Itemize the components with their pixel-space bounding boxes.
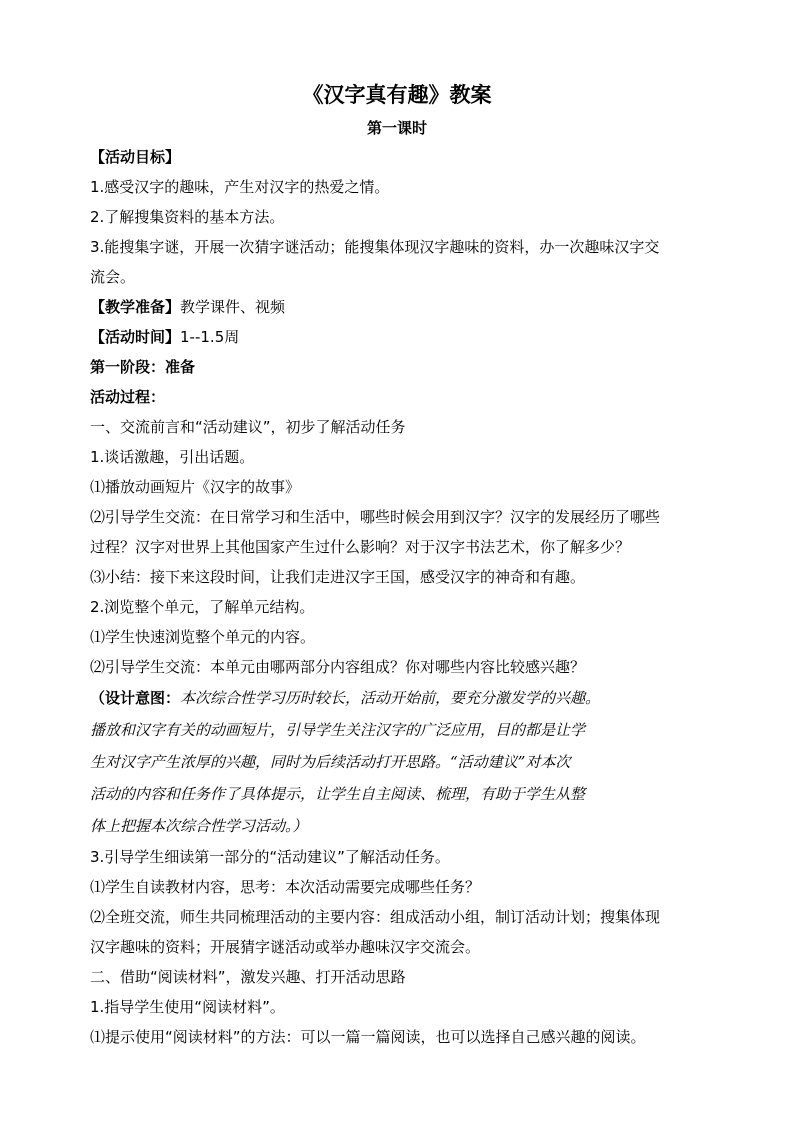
paragraph: ⑴提示使用“阅读材料”的方法：可以一篇一篇阅读，也可以选择自己感兴趣的阅读。: [90, 1028, 646, 1046]
page-title: 《汉字真有趣》教案: [302, 82, 492, 107]
paragraph: 汉字趣味的资料；开展猜字谜活动或举办趣味汉字交流会。: [90, 938, 481, 956]
paragraph: ⑴学生自读教材内容，思考：本次活动需要完成哪些任务？: [90, 878, 481, 896]
paragraph: ⑵全班交流，师生共同梳理活动的主要内容：组成活动小组，制订活动计划；搜集体现: [90, 908, 661, 926]
stage-heading: 第一阶段：准备: [90, 358, 196, 376]
time-text: 1--1.5周: [180, 328, 240, 346]
prep-label: 【教学准备】: [90, 298, 181, 316]
prep-text: 教学课件、视频: [180, 298, 286, 316]
paragraph: 一、交流前言和“活动建议”，初步了解活动任务: [90, 418, 406, 436]
document-body: [90, 142, 710, 1052]
design-intent-line: 生对汉字产生浓厚的兴趣，同时为后续活动打开思路。“活动建议”对本次: [90, 753, 571, 771]
prep-line: [90, 292, 710, 322]
paragraph: 1.谈话激趣，引出话题。: [90, 448, 255, 466]
paragraph: ⑵引导学生交流：在日常学习和生活中，哪些时候会用到汉字？汉字的发展经历了哪些: [90, 508, 661, 526]
design-intent-text: 本次综合性学习历时较长，活动开始前，要充分激发学的兴趣。: [180, 689, 601, 707]
paragraph: 流会。: [90, 268, 136, 286]
paragraph: 过程？汉字对世界上其他国家产生过什么影响？对于汉字书法艺术，你了解多少？: [90, 538, 631, 556]
paragraph: 1.感受汉字的趣味，产生对汉字的热爱之情。: [90, 178, 390, 196]
paragraph: 2.浏览整个单元，了解单元结构。: [90, 598, 315, 616]
design-intent-line: 活动的内容和任务作了具体提示，让学生自主阅读、梳理，有助于学生从整: [90, 785, 586, 803]
design-intent-line: [90, 682, 710, 714]
paragraph: ⑶小结：接下来这段时间，让我们走进汉字王国，感受汉字的神奇和有趣。: [90, 568, 586, 586]
section-heading-goals: 【活动目标】: [90, 148, 181, 166]
process-heading: 活动过程：: [90, 388, 166, 406]
paragraph: 1.指导学生使用“阅读材料”。: [90, 998, 285, 1016]
paragraph: ⑵引导学生交流：本单元由哪两部分内容组成？你对哪些内容比较感兴趣？: [90, 658, 586, 676]
paragraph: 2.了解搜集资料的基本方法。: [90, 208, 285, 226]
paragraph: ⑴播放动画短片《汉字的故事》: [90, 478, 301, 496]
design-intent-line: 播放和汉字有关的动画短片，引导学生关注汉字的广泛应用，目的都是让学: [90, 721, 586, 739]
time-label: 【活动时间】: [90, 328, 181, 346]
paragraph: 3.能搜集字谜，开展一次猜字谜活动；能搜集体现汉字趣味的资料，办一次趣味汉字交: [90, 238, 660, 256]
design-intent-label: （设计意图：: [90, 689, 181, 707]
design-intent-line: 体上把握本次综合性学习活动。）: [90, 817, 308, 835]
page-subtitle: 第一课时: [366, 119, 427, 137]
paragraph: ⑴学生快速浏览整个单元的内容。: [90, 628, 316, 646]
paragraph: 3.引导学生细读第一部分的“活动建议”了解活动任务。: [90, 848, 450, 866]
paragraph: 二、借助“阅读材料”，激发兴趣、打开活动思路: [90, 968, 406, 986]
time-line: [90, 322, 710, 352]
